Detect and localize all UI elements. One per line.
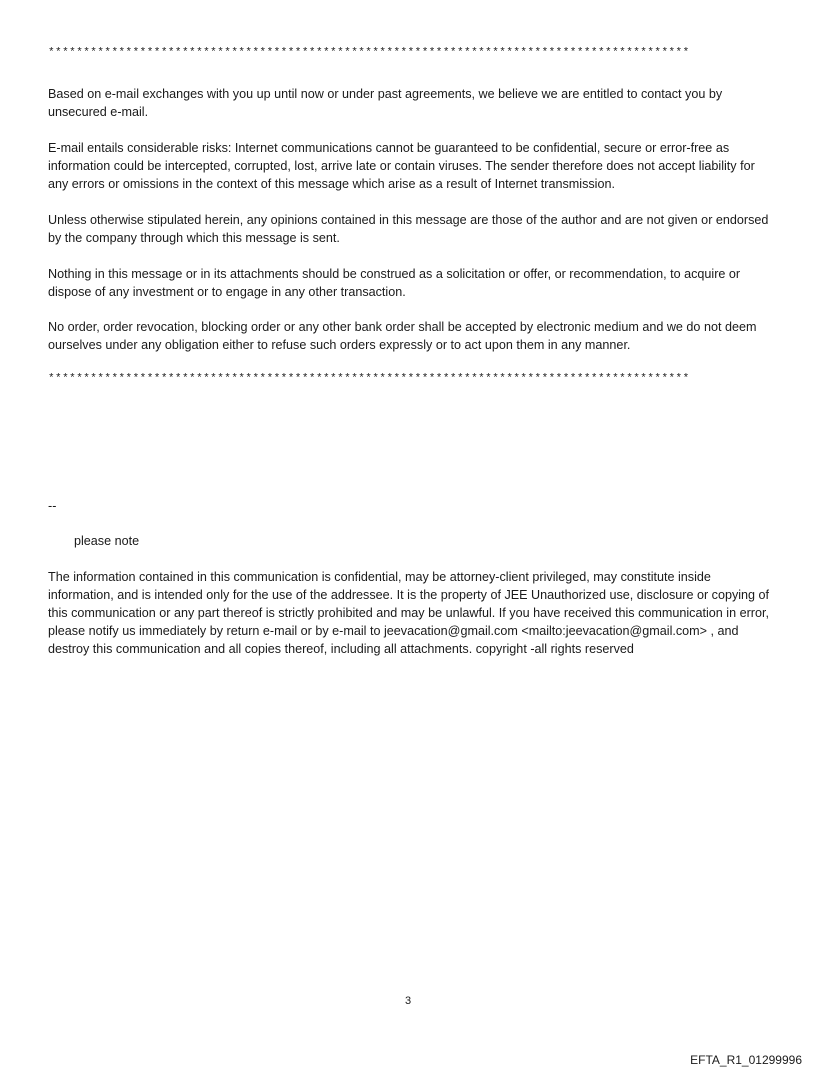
asterisk-divider-top: *******************************************************************************************	[48, 47, 690, 59]
confidentiality-notice: The information contained in this communication is confidential, may be attorney-client privileged, may constitute inside information, and is intended only for the use of the addressee. It is the property of JEE Unauthorized use, disclosure or copying of this communication or any part thereof is strictly prohibited and may be unlawful. If you have received this communication in error, please notify us immediately by return e-mail or by e-mail to jeevacation@gmail.com <mailto:jeevacation@gmail.com> , and destroy this communication and all copies thereof, including all attachments. copyright -all rights reserved	[48, 570, 770, 656]
page-number: 3	[404, 995, 412, 1007]
please-note-label: please note	[74, 534, 140, 548]
disclaimer-paragraph-5: No order, order revocation, blocking order or any other bank order shall be accepted by electronic medium and we do not deem ourselves under any obligation either to refuse such orders expressly or to act upon them in any manner.	[48, 320, 757, 352]
disclaimer-paragraph-1: Based on e-mail exchanges with you up until now or under past agreements, we believe we are entitled to contact you by unsecured e-mail.	[48, 87, 723, 119]
disclaimer-paragraph-4: Nothing in this message or in its attachments should be construed as a solicitation or offer, or recommendation, to acquire or dispose of any investment or to engage in any other transaction.	[48, 267, 741, 299]
disclaimer-paragraph-3: Unless otherwise stipulated herein, any opinions contained in this message are those of the author and are not given or endorsed by the company through which this message is sent.	[48, 213, 769, 245]
document-id-stamp: EFTA_R1_01299996	[690, 1053, 802, 1067]
disclaimer-paragraph-2: E-mail entails considerable risks: Internet communications cannot be guaranteed to be confidential, secure or error-free as information could be intercepted, corrupted, lost, arrive late or contain viruses. The sender therefore does not accept liability for any errors or omissions in the context of this message which arise as a result of Internet transmission.	[48, 141, 755, 191]
asterisk-divider-bottom: *******************************************************************************************	[48, 373, 690, 385]
signature-separator: --	[48, 499, 57, 513]
